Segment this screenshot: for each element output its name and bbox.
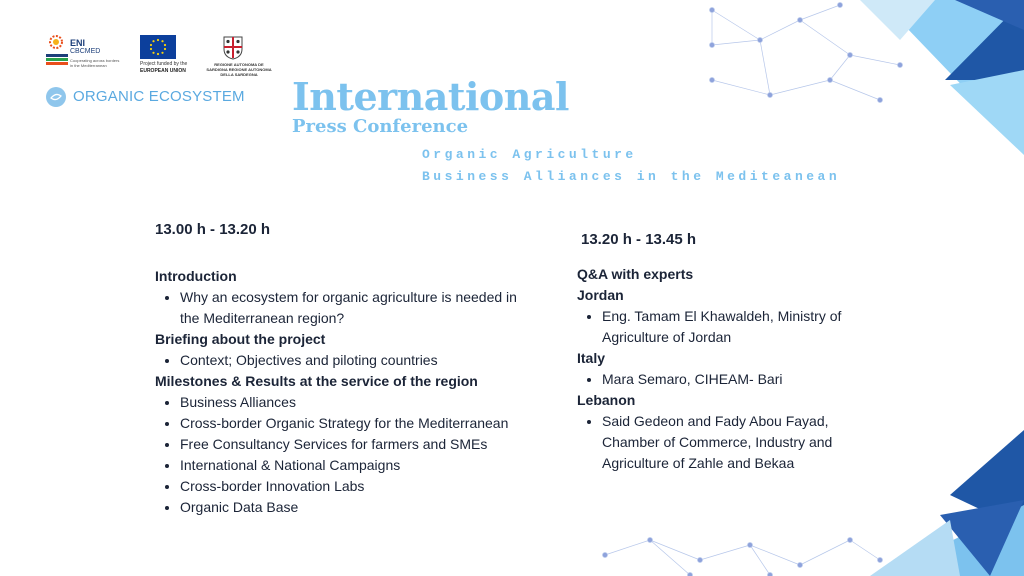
list-item: • Why an ecosystem for organic agriculture is needed in the Mediterranean region? xyxy=(180,287,535,329)
network-pattern xyxy=(710,3,903,103)
list-item: • Cross-border Innovation Labs xyxy=(180,476,535,497)
list-item: • Context; Objectives and piloting countries xyxy=(180,350,535,371)
bullet-list xyxy=(577,306,877,348)
right-agenda xyxy=(577,264,877,474)
eni-subtitle: CBCMED xyxy=(70,48,101,55)
eu-flag-icon xyxy=(140,35,176,59)
brand-name: ORGANIC ECOSYSTEM xyxy=(73,88,245,105)
section-heading: Briefing about the project xyxy=(155,331,326,347)
country-heading: Italy xyxy=(577,350,606,366)
right-time-slot: 13.20 h - 13.45 h xyxy=(581,231,697,248)
bullet-list xyxy=(577,369,877,390)
list-item: • Mara Semaro, CIHEAM- Bari xyxy=(602,369,877,390)
bullet-list xyxy=(155,392,535,518)
triangle-shape xyxy=(870,520,960,576)
list-item: • International & National Campaigns xyxy=(180,455,535,476)
list-item: • Free Consultancy Services for farmers and SMEs xyxy=(180,434,535,455)
network-pattern xyxy=(603,538,883,576)
tagline-line-2: Business Alliances in the Mediteanean xyxy=(422,169,841,184)
list-item: • Business Alliances xyxy=(180,392,535,413)
list-item: • Cross-border Organic Strategy for the Mediterranean xyxy=(180,413,535,434)
section-heading: Introduction xyxy=(155,268,237,284)
eni-tagline: Cooperating across borders in the Mediterranean xyxy=(70,58,120,68)
bullet-list xyxy=(155,287,535,329)
sardinia-crest-icon xyxy=(222,34,244,60)
left-time-slot: 13.00 h - 13.20 h xyxy=(155,221,271,238)
list-item: • Organic Data Base xyxy=(180,497,535,518)
main-title: International xyxy=(292,74,569,119)
eu-caption: Project funded by the xyxy=(140,61,188,67)
eni-title: ENI xyxy=(70,38,86,48)
left-agenda xyxy=(155,266,535,518)
list-item: • Said Gedeon and Fady Abou Fayad, Chamber of Commerce, Industry and Agriculture of Zahle and Bekaa xyxy=(602,411,877,474)
section-heading: Q&A with experts xyxy=(577,266,694,282)
eu-name: EUROPEAN UNION xyxy=(140,68,186,74)
bullet-list xyxy=(155,350,535,371)
section-heading: Milestones & Results at the service of the region xyxy=(155,373,478,389)
country-heading: Jordan xyxy=(577,287,624,303)
leaf-icon xyxy=(46,87,66,107)
sardinia-caption: REGIONE AUTONOMA DE SARDIGNA REGIONE AUTONOMA DELLA SARDEGNA xyxy=(206,62,272,77)
list-item: • Eng. Tamam El Khawaldeh, Ministry of Agriculture of Jordan xyxy=(602,306,877,348)
tagline-line-1: Organic Agriculture xyxy=(422,147,637,162)
sun-icon xyxy=(50,36,62,48)
bullet-list xyxy=(577,411,877,474)
country-heading: Lebanon xyxy=(577,392,636,408)
sub-title: Press Conference xyxy=(292,116,469,137)
